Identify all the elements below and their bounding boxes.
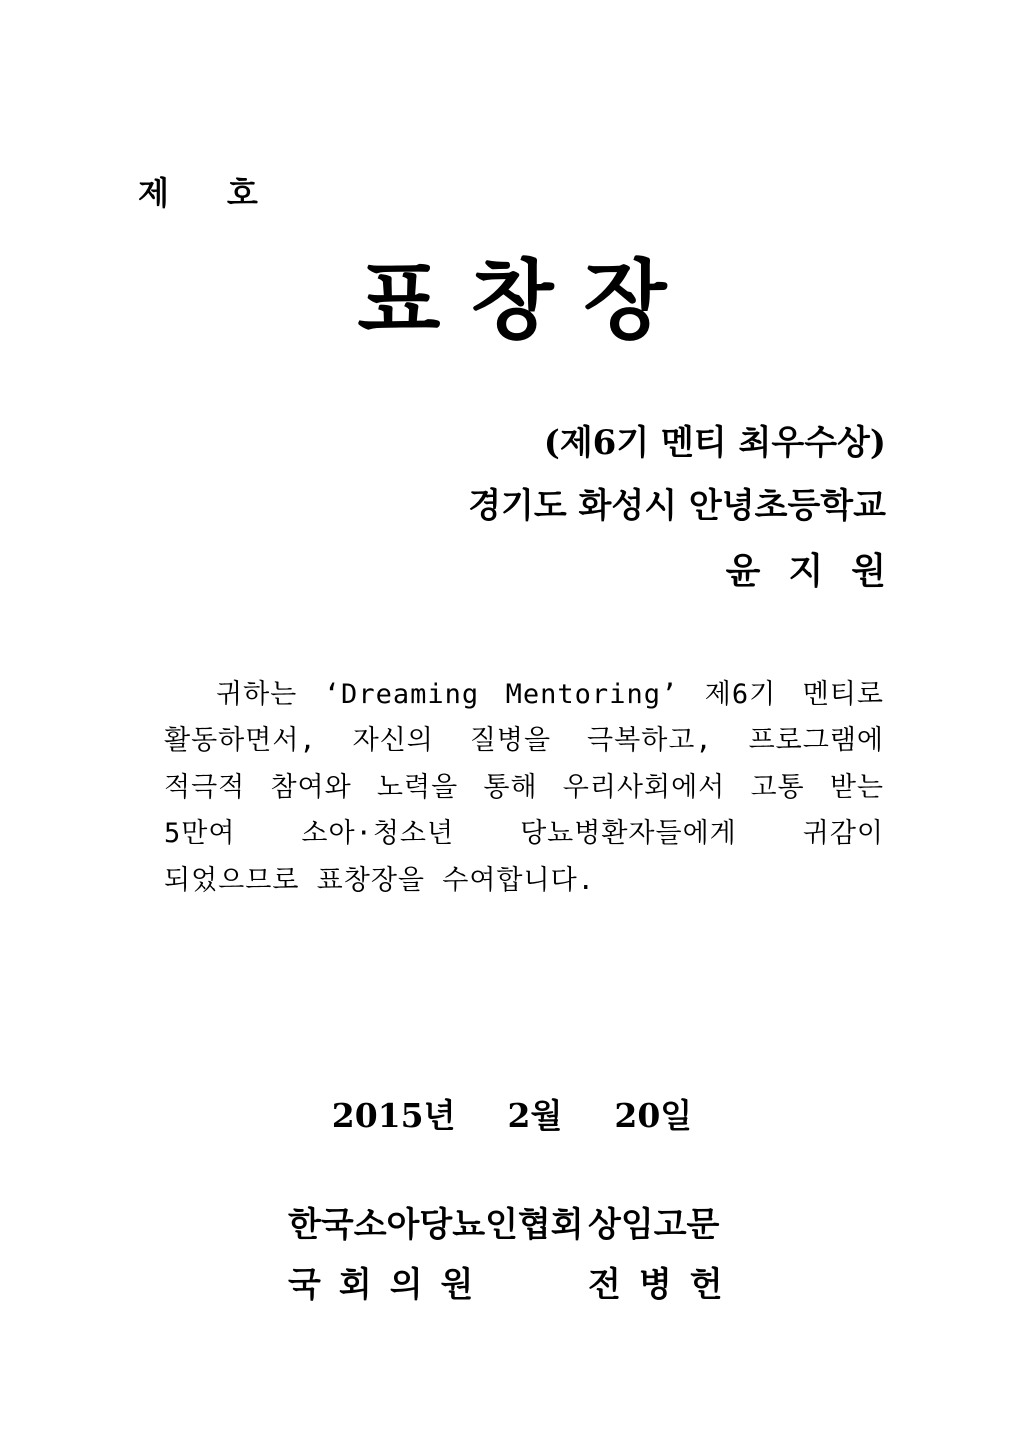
- issuer-row-organization: [288, 1196, 741, 1256]
- recipient-affiliation: 경기도 화성시 안녕초등학교: [468, 485, 886, 526]
- certificate-number-label: [138, 168, 258, 214]
- issue-date-month: 2월: [507, 1096, 563, 1135]
- recipient-block: [468, 412, 914, 604]
- issue-date-year: 2015년: [331, 1096, 456, 1135]
- issuer-name: 전병헌: [588, 1264, 741, 1305]
- issuer-title: 국회의원: [288, 1264, 492, 1305]
- issuer-position: 상임고문: [588, 1205, 720, 1245]
- issue-date: [0, 1090, 1024, 1137]
- issuer-block: [288, 1196, 741, 1315]
- issue-date-day: 20일: [614, 1096, 693, 1135]
- certificate-title: 표창장: [357, 250, 697, 351]
- issuer-row-name: [288, 1256, 741, 1316]
- number-label-prefix: 제: [138, 174, 169, 212]
- recipient-name: 윤지원: [725, 549, 914, 592]
- number-label-suffix: 호: [226, 174, 258, 212]
- citation-text: 귀하는 ‘Dreaming Mentoring’ 제6기 멘티로 활동하면서, 자신의 질병을 극복하고, 프로그램에 적극적 참여와 노력을 통해 우리사회에서 고통 받는 5만여 소아·청소년 당뇨병환자들에게 귀감이 되었으므로 표창장을 수여합니다.: [164, 679, 884, 896]
- award-name: (제6기 멘티 최우수상): [543, 423, 886, 463]
- issuer-organization: 한국소아당뇨인협회: [288, 1205, 584, 1245]
